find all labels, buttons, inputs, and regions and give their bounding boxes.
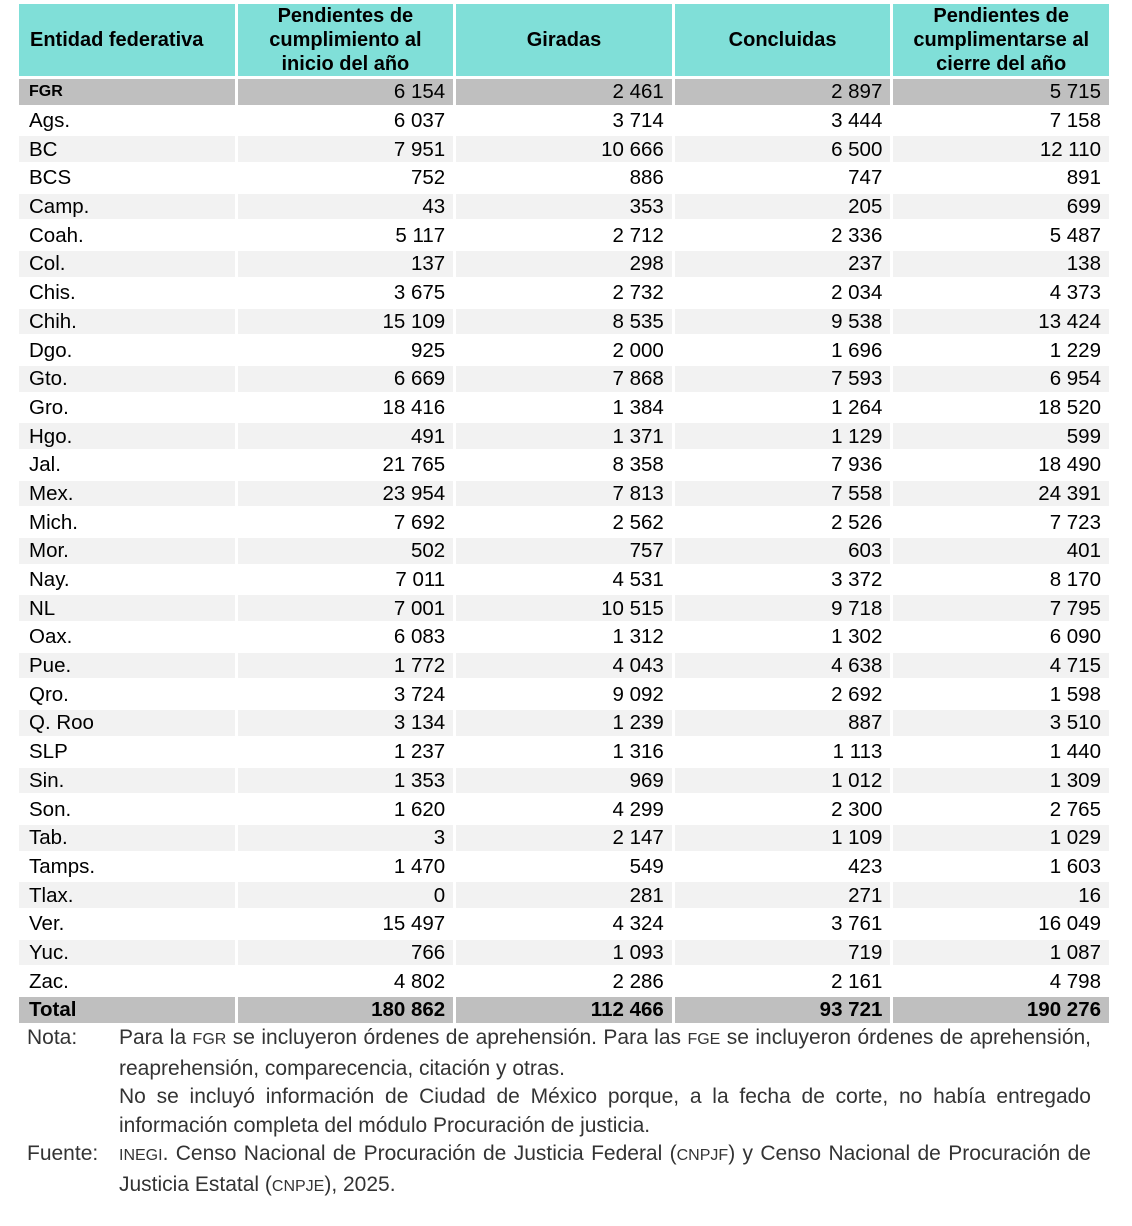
cell-pendientes-inicio: 137 [238, 251, 454, 277]
header-giradas: Giradas [456, 4, 672, 76]
cell-pendientes-cierre: 4 798 [893, 968, 1109, 994]
cell-giradas: 1 371 [456, 423, 672, 449]
cell-pendientes-cierre: 7 158 [893, 108, 1109, 134]
cell-concluidas: 7 558 [675, 481, 891, 507]
cell-concluidas: 423 [675, 854, 891, 880]
cell-pendientes-cierre: 6 090 [893, 624, 1109, 650]
fuente-text: . Censo Nacional de Procuración de Justicia Federal ( [162, 1142, 677, 1165]
cell-pendientes-inicio: 925 [238, 337, 454, 363]
table-row [19, 854, 1109, 880]
table-row [19, 108, 1109, 134]
cell-pendientes-inicio: 5 117 [238, 222, 454, 248]
cell-pendientes-cierre: 1 440 [893, 739, 1109, 765]
cell-pendientes-inicio: 3 [238, 825, 454, 851]
cell-concluidas: 7 593 [675, 366, 891, 392]
table-row [19, 194, 1109, 220]
cell-pendientes-cierre: 8 170 [893, 567, 1109, 593]
table-row [19, 395, 1109, 421]
cell-entidad: Camp. [19, 194, 235, 220]
cell-giradas: 2 461 [456, 79, 672, 105]
cell-entidad: Yuc. [19, 940, 235, 966]
cell-entidad: FGR [19, 79, 235, 105]
cell-giradas: 353 [456, 194, 672, 220]
cell-pendientes-inicio: 502 [238, 538, 454, 564]
nota-text: se incluyeron órdenes de aprehensión, reaprehensión, comparecencia, citación y otras. [119, 1026, 1092, 1080]
cell-concluidas: 4 638 [675, 653, 891, 679]
cell-giradas: 2 000 [456, 337, 672, 363]
cell-pendientes-inicio: 43 [238, 194, 454, 220]
header-pendientes-cierre: Pendientes de cumplimentarse al cierre del año [893, 4, 1109, 76]
cell-giradas: 8 535 [456, 309, 672, 335]
cell-entidad: Chih. [19, 309, 235, 335]
cell-pendientes-inicio: 1 772 [238, 653, 454, 679]
cell-concluidas: 1 109 [675, 825, 891, 851]
cell-giradas: 969 [456, 768, 672, 794]
cell-pendientes-inicio: 1 353 [238, 768, 454, 794]
cell-pendientes-cierre: 138 [893, 251, 1109, 277]
cell-concluidas: 1 264 [675, 395, 891, 421]
fuente-abbr-inegi: INEGI [119, 1147, 163, 1164]
table-body [19, 79, 1109, 994]
cell-pendientes-cierre: 6 954 [893, 366, 1109, 392]
cell-concluidas: 1 012 [675, 768, 891, 794]
cell-giradas: 8 358 [456, 452, 672, 478]
cell-pendientes-inicio: 7 692 [238, 509, 454, 535]
cell-pendientes-inicio: 6 083 [238, 624, 454, 650]
cell-pendientes-inicio: 4 802 [238, 968, 454, 994]
cell-pendientes-cierre: 7 795 [893, 595, 1109, 621]
header-pendientes-inicio: Pendientes de cumplimiento al inicio del año [238, 4, 454, 76]
cell-entidad: Mich. [19, 509, 235, 535]
cell-pendientes-inicio: 7 011 [238, 567, 454, 593]
cell-giradas: 10 515 [456, 595, 672, 621]
cell-pendientes-inicio: 15 497 [238, 911, 454, 937]
header-entidad: Entidad federativa [19, 4, 235, 76]
table-row [19, 366, 1109, 392]
table-row [19, 796, 1109, 822]
table-row [19, 595, 1109, 621]
cell-giradas: 298 [456, 251, 672, 277]
nota-paragraph-2: No se incluyó información de Ciudad de México porque, a la fecha de corte, no había entregado información completa del módulo Procuración de justicia. [119, 1085, 1091, 1137]
cell-entidad: Chis. [19, 280, 235, 306]
cell-concluidas: 3 372 [675, 567, 891, 593]
cell-pendientes-cierre: 1 229 [893, 337, 1109, 363]
table-row [19, 739, 1109, 765]
nota-text: se incluyeron órdenes de aprehensión. Para las [226, 1026, 688, 1049]
cell-entidad: Zac. [19, 968, 235, 994]
cell-concluidas: 3 444 [675, 108, 891, 134]
cell-concluidas: 1 113 [675, 739, 891, 765]
table-row [19, 136, 1109, 162]
fuente-abbr-cnpje: CNPJE [271, 1177, 325, 1195]
cell-pendientes-inicio: 1 470 [238, 854, 454, 880]
cell-pendientes-cierre: 12 110 [893, 136, 1109, 162]
cell-pendientes-cierre: 16 049 [893, 911, 1109, 937]
cell-pendientes-cierre: 1 598 [893, 681, 1109, 707]
cell-concluidas: 2 300 [675, 796, 891, 822]
cell-pendientes-inicio: 23 954 [238, 481, 454, 507]
fuente-text: ) y Censo Nacional de Procuración de Justicia Estatal ( [119, 1142, 1091, 1196]
cell-entidad: Qro. [19, 681, 235, 707]
cell-entidad: Mor. [19, 538, 235, 564]
cell-giradas: 4 043 [456, 653, 672, 679]
cell-giradas: 549 [456, 854, 672, 880]
cell-concluidas: 237 [675, 251, 891, 277]
cell-giradas: 1 093 [456, 940, 672, 966]
cell-total-pendientes-cierre: 190 276 [893, 997, 1109, 1023]
cell-giradas: 1 312 [456, 624, 672, 650]
cell-concluidas: 9 538 [675, 309, 891, 335]
cell-pendientes-inicio: 1 620 [238, 796, 454, 822]
cell-entidad: BC [19, 136, 235, 162]
cell-giradas: 2 562 [456, 509, 672, 535]
cell-concluidas: 9 718 [675, 595, 891, 621]
cell-concluidas: 887 [675, 710, 891, 736]
cell-pendientes-cierre: 599 [893, 423, 1109, 449]
cell-pendientes-inicio: 3 724 [238, 681, 454, 707]
table-row [19, 538, 1109, 564]
table-row [19, 280, 1109, 306]
cell-pendientes-cierre: 2 765 [893, 796, 1109, 822]
cell-pendientes-cierre: 16 [893, 882, 1109, 908]
cell-total-giradas: 112 466 [456, 997, 672, 1023]
cell-pendientes-cierre: 699 [893, 194, 1109, 220]
cell-total-concluidas: 93 721 [675, 997, 891, 1023]
header-concluidas: Concluidas [675, 4, 891, 76]
cell-giradas: 1 384 [456, 395, 672, 421]
cell-giradas: 1 239 [456, 710, 672, 736]
cell-entidad: Col. [19, 251, 235, 277]
table-row [19, 222, 1109, 248]
cell-total-label: Total [19, 997, 235, 1023]
total-row [19, 997, 1109, 1023]
cell-pendientes-inicio: 6 669 [238, 366, 454, 392]
cell-pendientes-cierre: 3 510 [893, 710, 1109, 736]
table-notes [27, 1024, 1091, 1201]
cell-pendientes-inicio: 6 037 [238, 108, 454, 134]
fuente-abbr-cnpjf: CNPJF [676, 1147, 729, 1164]
cell-giradas: 886 [456, 165, 672, 191]
cell-giradas: 4 324 [456, 911, 672, 937]
cell-pendientes-inicio: 21 765 [238, 452, 454, 478]
cell-pendientes-inicio: 6 154 [238, 79, 454, 105]
cell-concluidas: 7 936 [675, 452, 891, 478]
cell-giradas: 7 813 [456, 481, 672, 507]
cell-pendientes-cierre: 891 [893, 165, 1109, 191]
cell-pendientes-inicio: 18 416 [238, 395, 454, 421]
cell-giradas: 3 714 [456, 108, 672, 134]
nota-body [119, 1024, 1091, 1140]
nota-abbr-fge: FGE [687, 1031, 721, 1048]
cell-concluidas: 6 500 [675, 136, 891, 162]
cell-giradas: 7 868 [456, 366, 672, 392]
cell-entidad: BCS [19, 165, 235, 191]
cell-pendientes-cierre: 4 715 [893, 653, 1109, 679]
cell-entidad: Tab. [19, 825, 235, 851]
cell-pendientes-cierre: 5 487 [893, 222, 1109, 248]
cell-concluidas: 2 034 [675, 280, 891, 306]
cell-pendientes-cierre: 1 603 [893, 854, 1109, 880]
nota-label: Nota: [27, 1026, 78, 1049]
cell-concluidas: 2 526 [675, 509, 891, 535]
cell-entidad: Nay. [19, 567, 235, 593]
cell-giradas: 4 299 [456, 796, 672, 822]
cell-concluidas: 2 897 [675, 79, 891, 105]
cell-pendientes-inicio: 491 [238, 423, 454, 449]
cell-pendientes-inicio: 7 001 [238, 595, 454, 621]
cell-entidad: Jal. [19, 452, 235, 478]
cell-entidad: Gto. [19, 366, 235, 392]
cell-entidad: Pue. [19, 653, 235, 679]
cell-concluidas: 205 [675, 194, 891, 220]
orders-table [16, 1, 1112, 1026]
cell-pendientes-cierre: 401 [893, 538, 1109, 564]
fuente-text: ), 2025. [324, 1172, 396, 1196]
cell-pendientes-inicio: 7 951 [238, 136, 454, 162]
cell-pendientes-inicio: 15 109 [238, 309, 454, 335]
cell-entidad: Dgo. [19, 337, 235, 363]
cell-concluidas: 1 696 [675, 337, 891, 363]
table-row [19, 481, 1109, 507]
fgr-row [19, 79, 1109, 105]
fuente-body [119, 1140, 1091, 1201]
table-row [19, 768, 1109, 794]
cell-concluidas: 3 761 [675, 911, 891, 937]
cell-pendientes-cierre: 7 723 [893, 509, 1109, 535]
cell-pendientes-inicio: 752 [238, 165, 454, 191]
cell-total-pendientes-inicio: 180 862 [238, 997, 454, 1023]
cell-concluidas: 747 [675, 165, 891, 191]
cell-giradas: 9 092 [456, 681, 672, 707]
cell-pendientes-cierre: 18 490 [893, 452, 1109, 478]
cell-entidad: SLP [19, 739, 235, 765]
cell-pendientes-cierre: 18 520 [893, 395, 1109, 421]
table-row [19, 165, 1109, 191]
cell-pendientes-cierre: 1 309 [893, 768, 1109, 794]
cell-entidad: Ags. [19, 108, 235, 134]
cell-giradas: 2 712 [456, 222, 672, 248]
cell-concluidas: 2 692 [675, 681, 891, 707]
cell-entidad: Tlax. [19, 882, 235, 908]
table-row [19, 653, 1109, 679]
cell-pendientes-inicio: 766 [238, 940, 454, 966]
cell-giradas: 757 [456, 538, 672, 564]
cell-entidad: Oax. [19, 624, 235, 650]
cell-concluidas: 719 [675, 940, 891, 966]
table-row [19, 681, 1109, 707]
table-row [19, 337, 1109, 363]
cell-concluidas: 603 [675, 538, 891, 564]
cell-entidad: Hgo. [19, 423, 235, 449]
cell-entidad: NL [19, 595, 235, 621]
cell-entidad: Coah. [19, 222, 235, 248]
cell-giradas: 4 531 [456, 567, 672, 593]
cell-concluidas: 1 302 [675, 624, 891, 650]
cell-pendientes-inicio: 1 237 [238, 739, 454, 765]
cell-pendientes-cierre: 1 087 [893, 940, 1109, 966]
cell-pendientes-inicio: 3 134 [238, 710, 454, 736]
cell-entidad: Mex. [19, 481, 235, 507]
table-row [19, 309, 1109, 335]
table-row [19, 911, 1109, 937]
table-row [19, 509, 1109, 535]
cell-giradas: 281 [456, 882, 672, 908]
fuente [27, 1140, 1091, 1201]
fuente-label: Fuente: [27, 1142, 99, 1165]
nota-paragraph-1 [119, 1024, 1091, 1083]
cell-pendientes-inicio: 0 [238, 882, 454, 908]
table-row [19, 710, 1109, 736]
cell-entidad: Gro. [19, 395, 235, 421]
cell-entidad: Ver. [19, 911, 235, 937]
table-row [19, 882, 1109, 908]
table-row [19, 251, 1109, 277]
cell-pendientes-cierre: 24 391 [893, 481, 1109, 507]
cell-concluidas: 271 [675, 882, 891, 908]
nota [27, 1024, 1091, 1140]
cell-concluidas: 2 336 [675, 222, 891, 248]
cell-pendientes-cierre: 5 715 [893, 79, 1109, 105]
cell-giradas: 2 147 [456, 825, 672, 851]
table-row [19, 968, 1109, 994]
table-row [19, 567, 1109, 593]
cell-entidad: Son. [19, 796, 235, 822]
cell-pendientes-cierre: 13 424 [893, 309, 1109, 335]
cell-entidad: Q. Roo [19, 710, 235, 736]
nota-abbr-fgr: FGR [192, 1031, 227, 1048]
cell-entidad: Tamps. [19, 854, 235, 880]
table-row [19, 825, 1109, 851]
cell-concluidas: 1 129 [675, 423, 891, 449]
cell-entidad: Sin. [19, 768, 235, 794]
cell-giradas: 1 316 [456, 739, 672, 765]
cell-concluidas: 2 161 [675, 968, 891, 994]
cell-pendientes-cierre: 1 029 [893, 825, 1109, 851]
table-row [19, 452, 1109, 478]
cell-pendientes-cierre: 4 373 [893, 280, 1109, 306]
nota-text: Para la [119, 1026, 193, 1049]
table-row [19, 423, 1109, 449]
table-header-row [19, 4, 1109, 76]
table-row [19, 940, 1109, 966]
cell-giradas: 2 732 [456, 280, 672, 306]
table-row [19, 624, 1109, 650]
cell-giradas: 2 286 [456, 968, 672, 994]
cell-pendientes-inicio: 3 675 [238, 280, 454, 306]
cell-giradas: 10 666 [456, 136, 672, 162]
